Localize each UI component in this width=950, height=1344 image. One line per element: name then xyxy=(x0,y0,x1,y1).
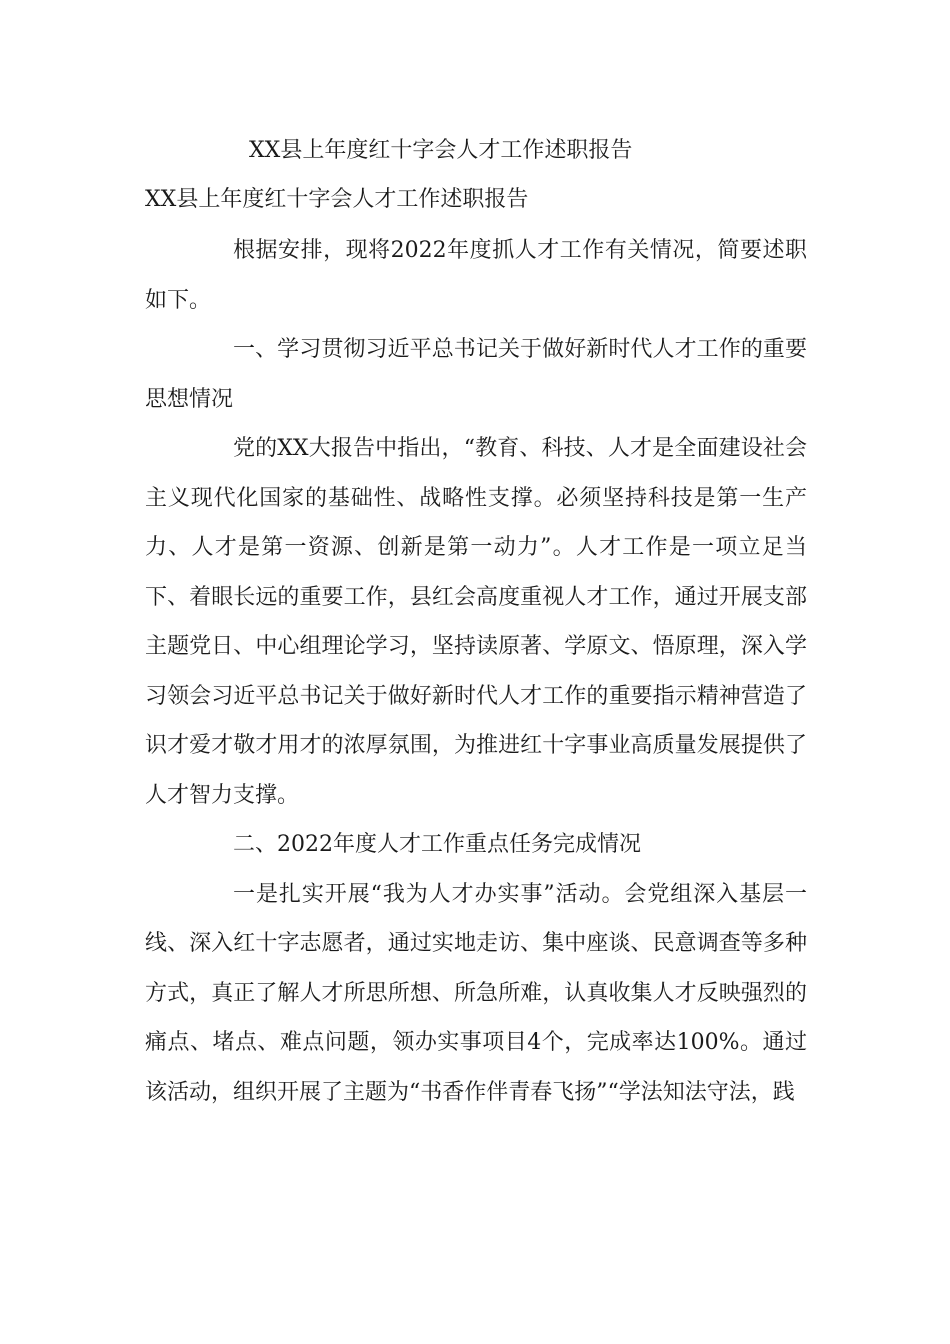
document-title: XX县上年度红十字会人才工作述职报告 xyxy=(249,138,633,163)
paragraph-section-2: 一是扎实开展“我为人才办实事”活动。会党组深入基层一线、深入红十字志愿者，通过实地走访、集中座谈、民意调查等多种方式，真正了解人才所思所想、所急所难，认真收集人才反映强烈的痛点、堵点、难点问题，领办实事项目4个，完成率达100%。通过该活动，组织开展了主题为“书香作伴青春飞扬”“学法知法守法，践 xyxy=(145,881,807,1105)
section-heading-1: 一、学习贯彻习近平总书记关于做好新时代人才工作的重要思想情况 xyxy=(145,337,807,412)
paragraph-section-1: 党的XX大报告中指出，“教育、科技、人才是全面建设社会主义现代化国家的基础性、战略性支撑。必须坚持科技是第一生产力、人才是第一资源、创新是第一动力”。人才工作是一项立足当下、着眼长远的重要工作，县红会高度重视人才工作，通过开展支部主题党日、中心组理论学习，坚持读原著、学原文、悟原理，深入学习领会习近平总书记关于做好新时代人才工作的重要指示精神营造了识才爱才敬才用才的浓厚氛围，为推进红十字事业高质量发展提供了人才智力支撑。 xyxy=(145,436,807,808)
document-subtitle: XX县上年度红十字会人才工作述职报告 xyxy=(145,187,529,212)
paragraph-intro: 根据安排，现将2022年度抓人才工作有关情况，简要述职如下。 xyxy=(145,238,807,313)
section-heading-2: 二、2022年度人才工作重点任务完成情况 xyxy=(233,832,641,857)
document-page xyxy=(145,128,807,1117)
